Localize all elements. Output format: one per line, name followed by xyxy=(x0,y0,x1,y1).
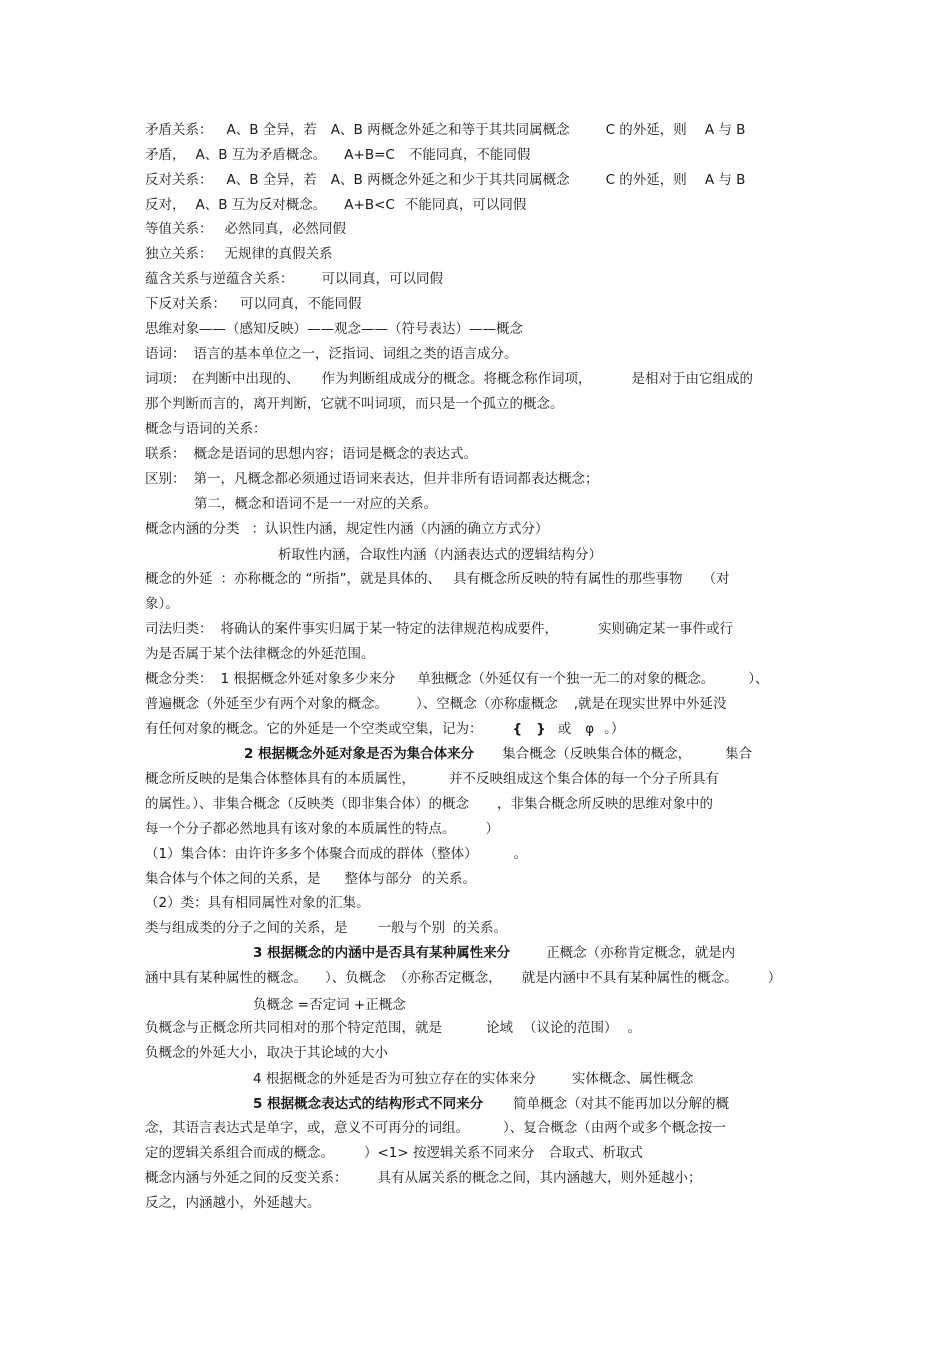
text-line xyxy=(145,520,549,538)
text-segment: 涵中具有某种属性的概念。 xyxy=(145,970,307,986)
text-line xyxy=(145,245,333,263)
text-segment: 每一个分子都必然地具有该对象的本质属性的特点。 xyxy=(145,821,456,837)
text-segment: 就是内涵中不具有某种属性的概念。 xyxy=(521,970,738,986)
text-line xyxy=(145,320,523,338)
text-line xyxy=(253,1070,693,1088)
text-line xyxy=(278,546,602,564)
text-segment: 可以同真，不能同假 xyxy=(240,296,362,312)
text-segment: A、B 互为矛盾概念。 xyxy=(195,147,327,163)
text-segment: “所指”，就是具体的、 xyxy=(305,571,441,587)
text-segment: 集合 xyxy=(725,746,753,762)
text-segment: 那个判断而言的，离开判断，它就不叫词项，而只是一个孤立的概念。 xyxy=(145,396,564,412)
text-segment: 普遍概念（外延至少有两个对象的概念。 xyxy=(145,696,388,712)
text-segment: （对 xyxy=(702,571,730,587)
text-segment: A、B 两概念外延之和等于其共同属概念 xyxy=(330,122,570,138)
text-segment: 念，其语言表达式是单字，或，意义不可再分的词组。 xyxy=(145,1120,469,1136)
text-segment: 在判断中出现的、 xyxy=(191,371,300,387)
text-line xyxy=(145,770,719,788)
text-segment: ）、 xyxy=(748,671,769,687)
text-segment: A、B 全异，若 xyxy=(226,122,317,138)
text-segment: 不能同真，可以同假 xyxy=(404,197,527,213)
text-segment: 作为判断组成成分的概念。将概念称作词项， xyxy=(321,371,592,387)
text-segment: 定的逻辑关系组合而成的概念。 xyxy=(145,1145,334,1161)
text-segment: 反对， xyxy=(145,197,186,213)
text-segment: C 的外延，则 xyxy=(605,172,687,188)
text-segment: 是相对于由它组成的 xyxy=(631,371,753,387)
text-segment: 反对关系： xyxy=(145,172,213,188)
text-segment: 概念的外延 xyxy=(145,571,213,587)
text-segment: 具有概念所反映的特有属性的那些事物 xyxy=(453,571,683,587)
text-segment: 反之，内涵越小，外延越大。 xyxy=(145,1195,321,1211)
text-segment: 概念内涵的分类 xyxy=(145,521,240,537)
text-segment: 实体概念、属性概念 xyxy=(571,1071,694,1087)
text-segment: ）、空概念（亦称虚概念 xyxy=(416,696,558,712)
text-line xyxy=(145,220,346,238)
text-line xyxy=(145,1194,321,1212)
text-line xyxy=(145,171,745,189)
text-segment: 第一，凡概念都必须通过语词来表达，但并非所有语词都表达概念； xyxy=(193,471,599,487)
text-line xyxy=(145,1119,726,1137)
text-line xyxy=(253,996,406,1014)
text-segment: 。） xyxy=(604,721,625,737)
text-segment: 可以同真，可以同假 xyxy=(321,271,443,287)
text-segment: 无规律的真假关系 xyxy=(224,246,333,262)
text-segment: A、B 两概念外延之和少于其共同属概念 xyxy=(330,172,570,188)
text-segment: 3 根据概念的内涵中是否具有某种属性来分 xyxy=(253,945,511,961)
text-segment: ,就是在现实世界中外延没 xyxy=(573,696,727,712)
text-line xyxy=(145,720,624,738)
text-line xyxy=(145,1019,641,1037)
text-segment: 或 xyxy=(557,721,572,737)
text-segment: 的关系。 xyxy=(422,871,476,887)
text-segment: 矛盾关系： xyxy=(145,122,213,138)
text-line xyxy=(194,495,437,513)
text-segment: 简单概念（对其不能再加以分解的概 xyxy=(513,1096,730,1112)
text-line xyxy=(145,445,477,463)
text-line xyxy=(145,270,443,288)
text-segment: ）<1> 按逻辑关系不同来分 xyxy=(364,1145,535,1161)
text-segment: 联系： xyxy=(145,446,186,462)
text-segment: ，非集合概念所反映的思维对象中的 xyxy=(497,796,713,812)
text-segment: 思维对象——（感知反映）——观念——（符号表达）——概念 xyxy=(145,321,523,337)
text-segment: （议论的范围） xyxy=(523,1020,618,1036)
text-line xyxy=(145,295,362,313)
text-segment: 一般与个别 xyxy=(377,920,445,936)
text-line xyxy=(145,595,179,613)
text-segment: ） xyxy=(485,821,499,837)
text-segment: 概念与语词的关系： xyxy=(145,421,267,437)
text-segment: 不能同真，不能同假 xyxy=(408,147,531,163)
text-segment: 合取式、析取式 xyxy=(548,1145,644,1161)
text-segment: ）、负概念 xyxy=(325,970,386,986)
text-line xyxy=(145,620,733,638)
text-segment: 象）。 xyxy=(145,596,179,612)
text-line xyxy=(145,196,526,214)
text-segment: 具有从属关系的概念之间，其内涵越大，则外延越小； xyxy=(377,1170,702,1186)
text-segment: 必然同真，必然同假 xyxy=(224,221,346,237)
text-line xyxy=(145,570,730,588)
text-segment: 独立关系： xyxy=(145,246,213,262)
text-segment: 下反对关系： xyxy=(145,296,226,312)
text-segment: 概念内涵与外延之间的反变关系： xyxy=(145,1170,348,1186)
text-segment: 4 根据概念的外延是否为可独立存在的实体来分 xyxy=(253,1071,536,1087)
text-line xyxy=(145,670,769,688)
text-segment: （1）集合体：由许许多多个体聚合而成的群体（整体） xyxy=(145,846,478,862)
text-segment: 集合概念（反映集合体的概念， xyxy=(502,746,692,762)
text-segment: 的关系。 xyxy=(453,920,507,936)
text-segment: ） xyxy=(767,970,782,986)
text-line xyxy=(145,370,753,388)
text-segment: 有任何对象的概念。它的外延是一个空类或空集，记为： xyxy=(145,721,483,737)
text-segment: 。 xyxy=(513,846,528,862)
text-line xyxy=(145,121,745,139)
text-line xyxy=(145,1044,388,1062)
text-segment: 概念是语词的思想内容；语词是概念的表达式。 xyxy=(193,446,477,462)
text-segment: φ xyxy=(585,721,595,737)
text-segment: { xyxy=(512,721,523,737)
text-segment: A+B<C xyxy=(344,197,395,213)
text-segment: ）、复合概念（由两个或多个概念按一 xyxy=(503,1120,726,1136)
text-segment: 2 根据概念外延对象是否为集合体来分 xyxy=(244,746,475,762)
text-line xyxy=(145,695,727,713)
text-line xyxy=(253,944,735,962)
text-line xyxy=(145,795,713,813)
text-line xyxy=(244,745,752,763)
text-segment: 语词： xyxy=(145,346,186,362)
text-line xyxy=(145,1169,702,1187)
text-line xyxy=(253,1095,729,1113)
text-segment: 负概念 =否定词 +正概念 xyxy=(253,997,406,1013)
text-line xyxy=(145,919,507,937)
text-line xyxy=(145,345,518,363)
text-segment: 将确认的案件事实归属于某一特定的法律规范构成要件， xyxy=(220,621,558,637)
text-line xyxy=(145,894,370,912)
text-segment: C 的外延，则 xyxy=(605,122,687,138)
text-segment: 词项： xyxy=(145,371,186,387)
text-line xyxy=(145,870,476,888)
text-segment: 并不反映组成这个集合体的每一个分子所具有 xyxy=(449,771,719,787)
text-segment: 集合体与个体之间的关系，是 xyxy=(145,871,321,887)
text-segment: 正概念（亦称肯定概念，就是内 xyxy=(546,945,736,961)
text-segment: 的属性。）、非集合概念（反映类（即非集合体）的概念 xyxy=(145,796,469,812)
text-line xyxy=(145,845,527,863)
text-line xyxy=(145,820,499,838)
text-segment: 第二，概念和语词不是一一对应的关系。 xyxy=(194,496,437,512)
text-segment: } xyxy=(536,721,546,737)
text-line xyxy=(145,645,375,663)
text-segment: A+B=C xyxy=(344,147,395,163)
text-segment: A 与 B xyxy=(704,122,746,138)
text-segment: 1 根据概念外延对象多少来分 xyxy=(220,671,396,687)
text-line xyxy=(145,395,564,413)
text-segment: 区别： xyxy=(145,471,186,487)
text-segment: 概念分类： xyxy=(145,671,213,687)
text-segment: 矛盾， xyxy=(145,147,186,163)
text-segment: 负概念与正概念所共同相对的那个特定范围，就是 xyxy=(145,1020,442,1036)
text-line xyxy=(145,470,599,488)
text-segment: （亦称否定概念， xyxy=(393,970,502,986)
text-segment: 等值关系： xyxy=(145,221,213,237)
text-line xyxy=(145,1144,643,1162)
text-segment: 单独概念（外延仅有一个独一无二的对象的概念。 xyxy=(417,671,715,687)
text-segment: 5 根据概念表达式的结构形式不同来分 xyxy=(253,1096,484,1112)
text-segment: 实则确定某一事件或行 xyxy=(598,621,733,637)
text-segment: 类与组成类的分子之间的关系，是 xyxy=(145,920,348,936)
text-segment: 语言的基本单位之一，泛指词、词组之类的语言成分。 xyxy=(193,346,518,362)
text-line xyxy=(145,969,781,987)
text-segment: 析取性内涵，合取性内涵（内涵表达式的逻辑结构分） xyxy=(278,547,602,563)
text-segment: （2）类：具有相同属性对象的汇集。 xyxy=(145,895,370,911)
text-segment: 。 xyxy=(627,1020,641,1036)
text-segment: A 与 B xyxy=(704,172,746,188)
text-segment: 论域 xyxy=(486,1020,513,1036)
text-segment: ：亦称概念的 xyxy=(220,571,302,587)
text-segment: 蕴含关系与逆蕴含关系： xyxy=(145,271,294,287)
text-line xyxy=(145,420,267,438)
text-segment: 司法归类： xyxy=(145,621,213,637)
text-segment: 为是否属于某个法律概念的外延范围。 xyxy=(145,646,375,662)
text-segment: A、B 全异，若 xyxy=(226,172,317,188)
text-line xyxy=(145,146,530,164)
text-segment: A、B 互为反对概念。 xyxy=(195,197,327,213)
text-segment: ：认识性内涵，规定性内涵（内涵的确立方式分） xyxy=(251,521,549,537)
text-segment: 概念所反映的是集合体整体具有的本质属性， xyxy=(145,771,415,787)
text-segment: 负概念的外延大小，取决于其论域的大小 xyxy=(145,1045,388,1061)
text-segment: 整体与部分 xyxy=(344,871,412,887)
